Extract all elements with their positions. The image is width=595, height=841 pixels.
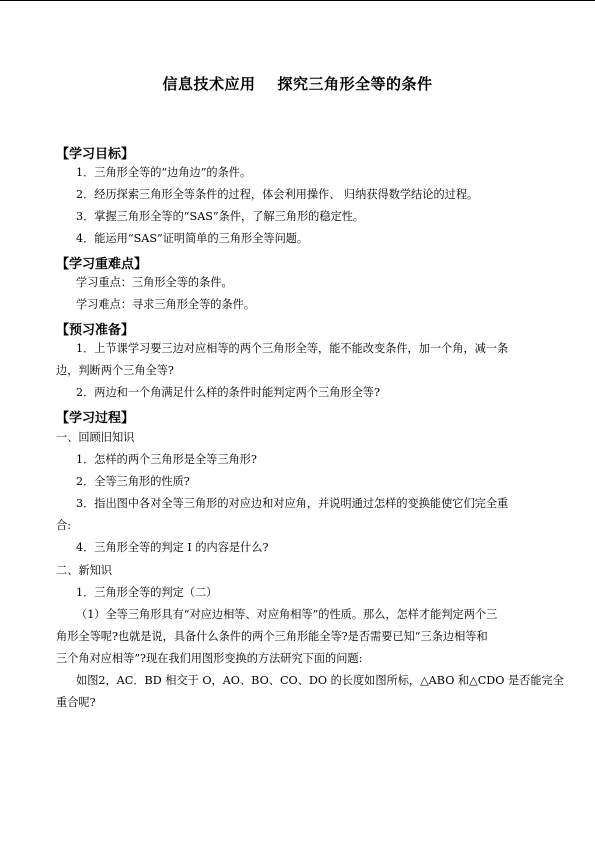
para-2-line-2: 重合呢? (56, 696, 96, 709)
goal-item: 4．能运用“SAS”证明简单的三角形全等问题。 (76, 232, 309, 245)
para-2-line-1: 如图2，AC．BD 相交于 O，AO、BO、CO、DO 的长度如图所标，△ABO 和△CDO 是否能完全 (76, 674, 564, 687)
para-1-line-3: 三个角对应相等”?现在我们用图形变换的方法研究下面的问题: (56, 652, 363, 665)
para-1-line-1: （1）全等三角形具有“对应边相等、对应角相等”的性质。那么，怎样才能判定两个三 (76, 608, 498, 621)
review-item-3-line-1: 3．指出图中各对全等三角形的对应边和对应角，并说明通过怎样的变换能使它们完全重 (76, 497, 509, 510)
review-item-4: 4．三角形全等的判定 I 的内容是什么? (76, 541, 269, 554)
review-item-3-line-2: 合: (56, 519, 71, 532)
heading-process: 【学习过程】 (56, 411, 135, 426)
goal-item: 2．经历探索三角形全等条件的过程，体会利用操作、 归纳获得数学结论的过程。 (76, 188, 479, 201)
goal-item: 1．三角形全等的“边角边”的条件。 (76, 166, 252, 179)
heading-keypoints: 【学习重难点】 (56, 257, 148, 272)
para-1-line-2: 角形全等呢?也就是说，具备什么条件的两个三角形能全等?是否需要已知“三条边相等和 (56, 630, 488, 643)
review-item: 1．怎样的两个三角形是全等三角形? (76, 453, 257, 466)
prep-item-1-line-2: 边，判断两个三角全等? (56, 364, 174, 377)
review-title: 一、回顾旧知识 (56, 431, 135, 444)
title-part-2: 探究三角形全等的条件 (277, 75, 433, 93)
title-part-1: 信息技术应用 (162, 75, 256, 93)
new-knowledge-title: 二、新知识 (56, 564, 112, 577)
goal-item: 3．掌握三角形全等的“SAS”条件，了解三角形的稳定性。 (76, 210, 365, 223)
keypoint-item: 学习难点：寻求三角形全等的条件。 (76, 298, 256, 311)
heading-prep: 【预习准备】 (56, 323, 135, 338)
review-item: 2．全等三角形的性质? (76, 475, 190, 488)
new-item-1: 1．三角形全等的判定（二） (76, 586, 218, 599)
page-title (56, 73, 539, 94)
top-rule (0, 0, 595, 1)
keypoint-item: 学习重点：三角形全等的条件。 (76, 276, 233, 289)
prep-item-2: 2．两边和一个角满足什么样的条件时能判定两个三角形全等? (76, 386, 380, 399)
prep-item-1-line-1: 1．上节课学习要三边对应相等的两个三角形全等，能不能改变条件，加一个角，减一条 (76, 342, 509, 355)
heading-goals: 【学习目标】 (56, 147, 135, 162)
